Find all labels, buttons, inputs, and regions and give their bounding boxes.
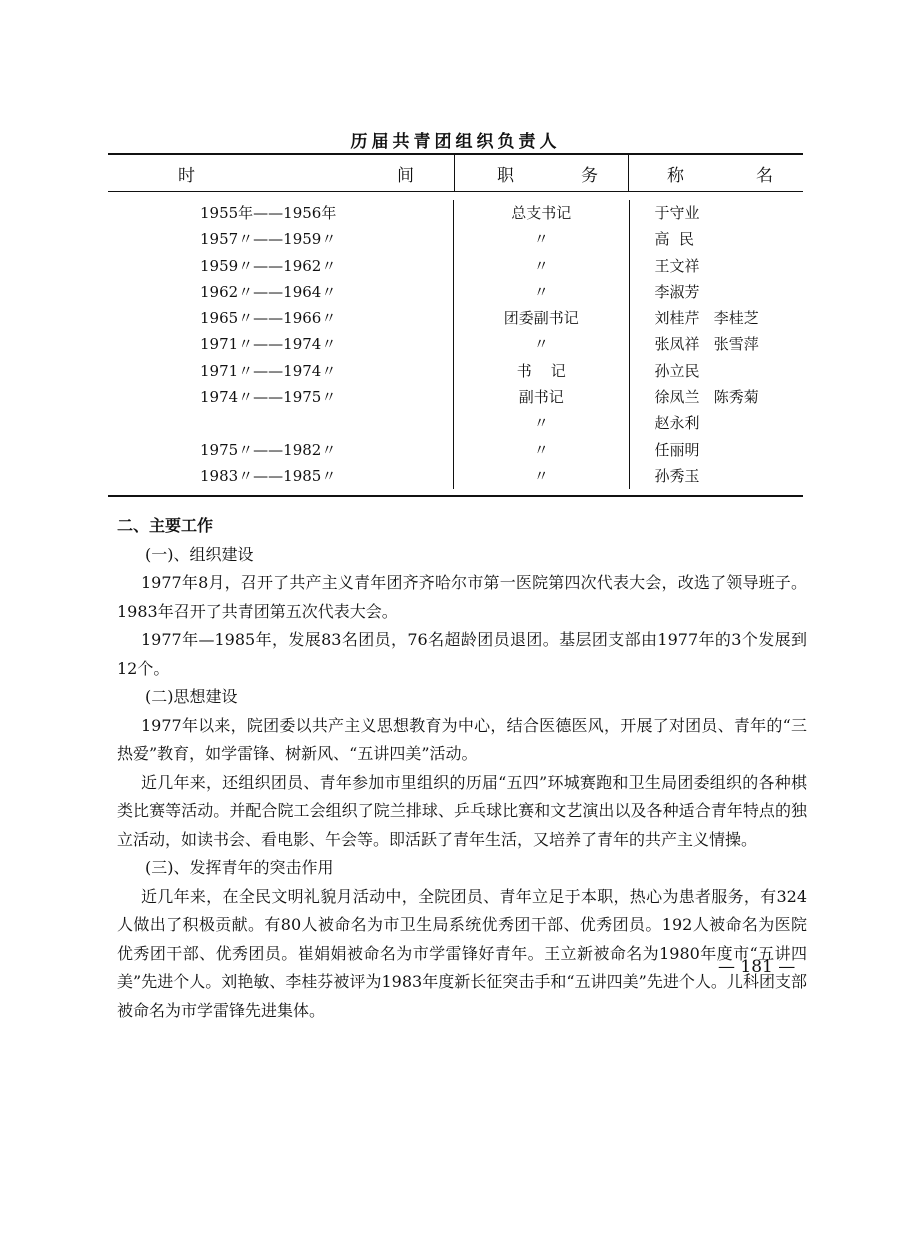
- column-post: [453, 200, 630, 489]
- table-body: [108, 192, 803, 495]
- table-cell-name: 刘桂芹 李桂芝: [654, 309, 759, 328]
- table-cell-name: 王文祥: [654, 256, 700, 275]
- section-heading: 二、主要工作: [117, 516, 214, 535]
- table-cell-time: 1974〃——1975〃: [200, 388, 337, 407]
- table-cell-time: 1955年——1956年: [200, 204, 337, 222]
- table-cell-time: [108, 410, 453, 436]
- header-time: 时 间: [178, 165, 414, 186]
- table-cell-name: 孙立民: [654, 361, 700, 380]
- table-cell-time: 1971〃——1974〃: [200, 335, 337, 354]
- table-cell-post: 〃: [533, 230, 549, 249]
- leaders-table: [108, 153, 803, 497]
- table-cell-time: 1962〃——1964〃: [200, 282, 337, 301]
- paragraph: 近几年来，还组织团员、青年参加市里组织的历届“五四”环城赛跑和卫生局团委组织的各种棋类比赛等活动。并配合院工会组织了院兰排球、乒乓球比赛和文艺演出以及各种适合青年特点的独立活动，如读书会、看电影、午会等。即活跃了青年生活，又培养了青年的共产主义情操。: [117, 772, 807, 849]
- table-cell-post: 〃: [533, 282, 549, 301]
- table-cell-post: 〃: [533, 466, 549, 485]
- table-cell-name: 赵永利: [654, 414, 700, 433]
- table-cell-name: 于守业: [654, 204, 700, 222]
- table-cell-post: 〃: [533, 256, 549, 275]
- paragraph: 1977年—1985年，发展83名团员，76名超龄团员退团。基层团支部由1977年的3个发展到12个。: [117, 630, 807, 678]
- header-name: 称 名: [667, 165, 773, 186]
- table-cell-name: 李淑芳: [654, 282, 700, 301]
- table-cell-name: 高 民: [654, 230, 695, 249]
- paragraph: 1977年8月，召开了共产主义青年团齐齐哈尔市第一医院第四次代表大会，改选了领导班子。1983年召开了共青团第五次代表大会。: [117, 573, 807, 621]
- table-cell-post: 〃: [533, 440, 549, 459]
- table-cell-name: 张凤祥 张雪萍: [654, 335, 759, 354]
- table-cell-post: 团委副书记: [503, 309, 579, 328]
- table-title: 历届共青团组织负责人: [350, 132, 561, 152]
- table-cell-post: 〃: [533, 414, 549, 433]
- table-cell-post: 书 记: [516, 361, 566, 380]
- paragraph: 近几年来，在全民文明礼貌月活动中，全院团员、青年立足于本职，热心为患者服务，有324人做出了积极贡献。有80人被命名为市卫生局系统优秀团干部、优秀团员。192人被命名为医院优秀团干部、优秀团员。崔娟娟被命名为市学雷锋好青年。王立新被命名为1980年度市“五讲四美”先进个人。刘艳敏、李桂芬被评为1983年度新长征突击手和“五讲四美”先进个人。儿科团支部被命名为市学雷锋先进集体。: [117, 886, 807, 1020]
- page-number: — 181 —: [718, 957, 796, 977]
- table-cell-time: 1957〃——1959〃: [200, 230, 337, 249]
- header-post: 职 务: [454, 155, 629, 191]
- subheading-youth-role: (三)、发挥青年的突击作用: [145, 858, 334, 877]
- table-cell-time: 1959〃——1962〃: [200, 256, 337, 275]
- subheading-ideology: (二)思想建设: [145, 687, 238, 706]
- table-header-row: [108, 155, 803, 191]
- table-cell-post: 总支书记: [511, 204, 572, 222]
- paragraph: 1977年以来，院团委以共产主义思想教育为中心，结合医德医风，开展了对团员、青年的“三热爱”教育，如学雷锋、树新风、“五讲四美”活动。: [117, 715, 807, 763]
- column-name: [630, 200, 804, 489]
- table-cell-name: 孙秀玉: [654, 466, 700, 485]
- table-cell-time: 1983〃——1985〃: [200, 466, 337, 485]
- table-cell-post: 副书记: [518, 388, 564, 407]
- table-cell-time: 1971〃——1974〃: [200, 361, 337, 380]
- table-bottom-rule: [108, 495, 803, 497]
- table-cell-name: 徐凤兰 陈秀菊: [654, 388, 759, 407]
- subheading-organization: (一)、组织建设: [145, 544, 254, 564]
- table-cell-name: 任丽明: [654, 440, 700, 459]
- column-time: [108, 200, 453, 489]
- main-text: [117, 512, 807, 1025]
- table-cell-time: 1975〃——1982〃: [200, 440, 337, 459]
- table-cell-time: 1965〃——1966〃: [200, 309, 337, 328]
- table-cell-post: 〃: [533, 335, 549, 354]
